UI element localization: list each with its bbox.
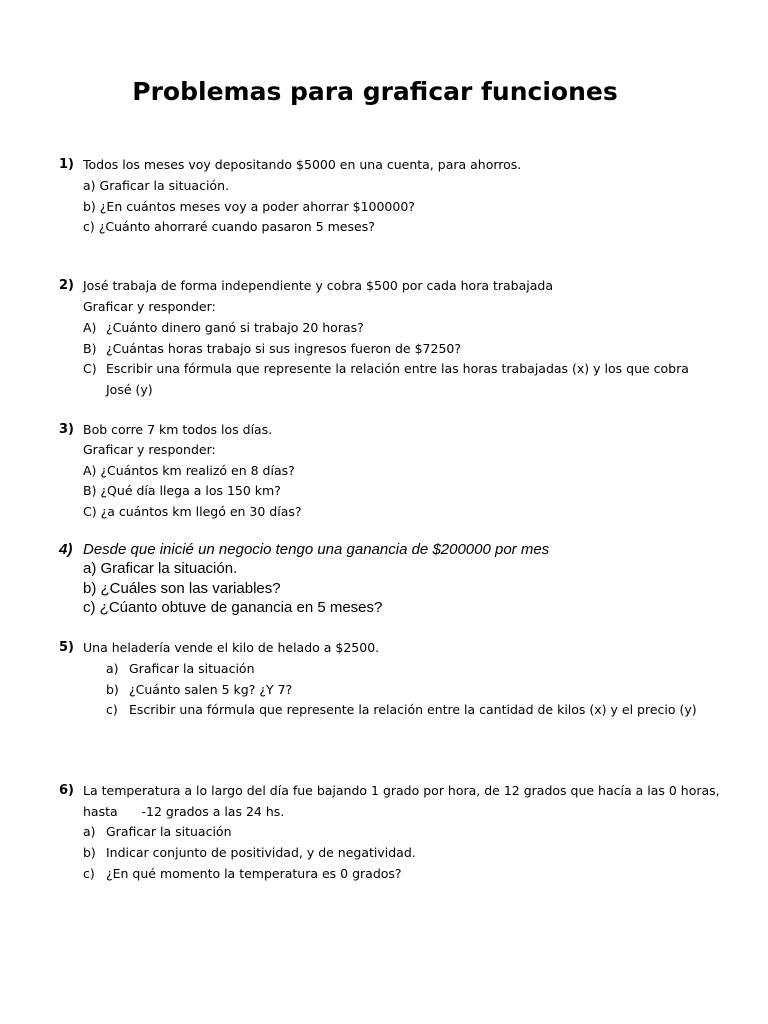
list-item: c) ¿Cúanto obtuve de ganancia en 5 meses? xyxy=(83,599,383,616)
list-item: b) ¿En cuántos meses voy a poder ahorrar $100000? xyxy=(83,199,415,214)
problem-instruction: Graficar y responder: xyxy=(83,442,216,457)
item-label: c) xyxy=(83,866,95,881)
item-text: ¿Cuánto salen 5 kg? ¿Y 7? xyxy=(129,682,293,697)
problem-text: Todos los meses voy depositando $5000 en una cuenta, para ahorros. xyxy=(83,157,522,172)
problem-text-continued: hasta -12 grados a las 24 hs. xyxy=(83,804,285,819)
item-text: ¿Cuánto dinero ganó si trabajo 20 horas? xyxy=(106,320,364,335)
problem-number: 4) xyxy=(59,541,73,558)
problem-number: 1) xyxy=(59,157,74,172)
item-text: ¿En qué momento la temperatura es 0 grados? xyxy=(106,866,402,881)
item-label: b) xyxy=(83,845,96,860)
item-text: Graficar la situación xyxy=(129,661,255,676)
list-item: C) ¿a cuántos km llegó en 30 días? xyxy=(83,504,302,519)
item-text: Escribir una fórmula que represente la relación entre la cantidad de kilos (x) y el precio (y) xyxy=(129,702,697,717)
item-label: A) xyxy=(83,320,97,335)
list-item: a) Graficar la situación. xyxy=(83,178,229,193)
list-item xyxy=(83,359,689,379)
list-item xyxy=(83,822,232,842)
problem-text: José trabaja de forma independiente y cobra $500 por cada hora trabajada xyxy=(83,278,553,293)
item-text: Graficar la situación xyxy=(106,824,232,839)
problem-text: La temperatura a lo largo del día fue bajando 1 grado por hora, de 12 grados que hacía a las 0 horas, xyxy=(83,783,720,798)
problem-number: 5) xyxy=(59,640,74,655)
list-item: a) Graficar la situación. xyxy=(83,560,238,577)
item-label: a) xyxy=(106,661,119,676)
list-item xyxy=(83,339,461,359)
problem-number: 3) xyxy=(59,422,74,437)
list-item: A) ¿Cuántos km realizó en 8 días? xyxy=(83,463,295,478)
problem-text: Desde que inicié un negocio tengo una ganancia de $200000 por mes xyxy=(83,541,550,558)
problem-number: 2) xyxy=(59,278,74,293)
item-label: C) xyxy=(83,361,97,376)
list-item: c) ¿Cuánto ahorraré cuando pasaron 5 meses? xyxy=(83,219,375,234)
item-label: B) xyxy=(83,341,97,356)
page-title: Problemas para graficar funciones xyxy=(132,77,618,106)
problem-text: Una heladería vende el kilo de helado a $2500. xyxy=(83,640,380,655)
list-item xyxy=(83,864,402,884)
item-label: a) xyxy=(83,824,96,839)
list-item: B) ¿Qué día llega a los 150 km? xyxy=(83,483,281,498)
list-item: b) ¿Cuáles son las variables? xyxy=(83,580,281,597)
list-item xyxy=(83,843,416,863)
problem-text: Bob corre 7 km todos los días. xyxy=(83,422,273,437)
item-text-continued: José (y) xyxy=(106,382,153,397)
problem-instruction: Graficar y responder: xyxy=(83,299,216,314)
item-text: Escribir una fórmula que represente la relación entre las horas trabajadas (x) y los que cobra xyxy=(106,361,689,376)
list-item xyxy=(106,680,292,700)
list-item xyxy=(106,659,255,679)
problem-number: 6) xyxy=(59,783,74,798)
list-item xyxy=(83,318,364,338)
item-label: b) xyxy=(106,682,119,697)
list-item xyxy=(106,700,697,720)
item-label: c) xyxy=(106,702,118,717)
item-text: ¿Cuántas horas trabajo si sus ingresos fueron de $7250? xyxy=(106,341,461,356)
item-text: Indicar conjunto de positividad, y de negatividad. xyxy=(106,845,416,860)
